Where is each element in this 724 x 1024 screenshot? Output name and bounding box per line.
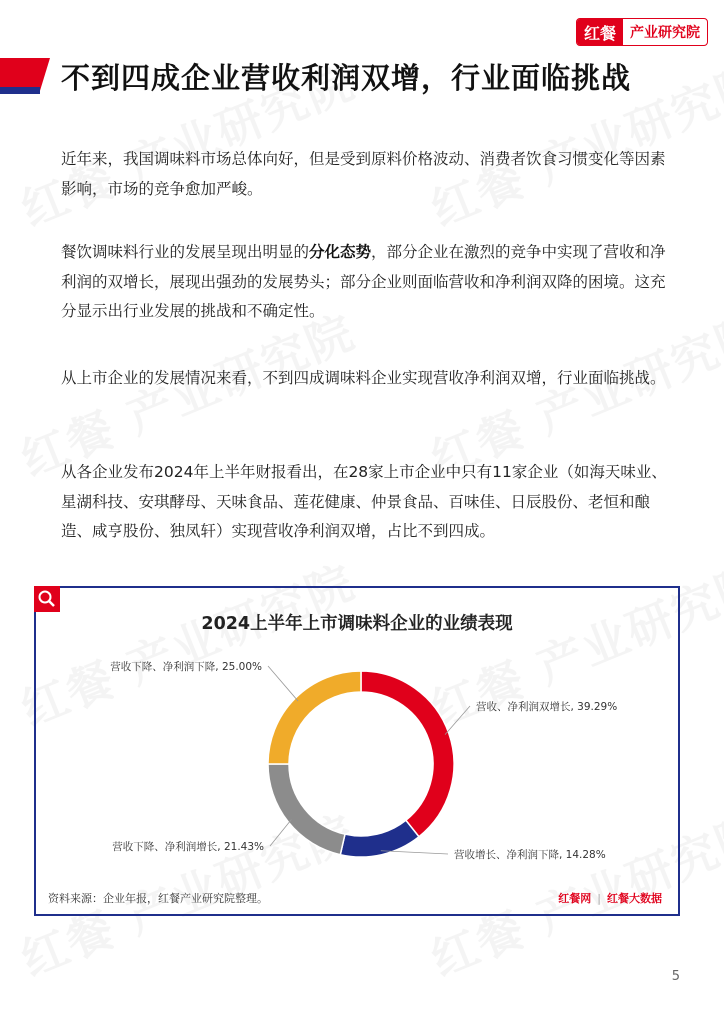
leader-line	[268, 666, 298, 701]
leader-line	[270, 819, 291, 846]
paragraph-2-text: 餐饮调味料行业的发展呈现出明显的	[61, 243, 310, 261]
logo-text: 产业研究院	[630, 25, 700, 41]
leader-line	[445, 706, 470, 735]
donut-slice	[361, 671, 454, 837]
brand-logo	[576, 18, 708, 46]
paragraph-3: 从上市企业的发展情况来看，不到四成调味料企业实现营收净利润双增，行业面临挑战。	[61, 369, 666, 387]
slice-label: 营收、净利润双增长, 39.29%	[476, 701, 618, 713]
slice-label: 营收下降、净利润下降, 25.00%	[110, 661, 262, 673]
donut-chart	[36, 588, 678, 914]
paragraph-2	[61, 238, 679, 327]
paragraph-2-text: ，部分企业在激烈的竞争中实现了营收和净利润的双增长，展现出强劲的发展势头；部分企业则面临营收和净利润双降的困境。这充分显示出行业发展的挑战和不确定性。	[61, 243, 666, 320]
slice-label: 营收增长、净利润下降, 14.28%	[454, 849, 606, 861]
donut-slice	[268, 764, 345, 855]
paragraph-2-emphasis: 分化态势	[309, 243, 372, 261]
donut-slice	[268, 671, 361, 764]
slice-label: 营收下降、净利润增长, 21.43%	[112, 841, 264, 853]
donut-slice	[340, 820, 419, 857]
brand-right: 红餐大数据	[607, 892, 662, 905]
chart-source: 资料来源：企业年报，红餐产业研究院整理。	[48, 892, 268, 905]
page-title: 不到四成企业营收利润双增，行业面临挑战	[61, 61, 632, 95]
chart-panel	[34, 586, 680, 916]
paragraph-4: 从各企业发布2024年上半年财报看出，在28家上市企业中只有11家企业（如海天味业、星湖科技、安琪酵母、天味食品、莲花健康、仲景食品、百味佳、日辰股份、老恒和酿造、咸亨股份、独凤轩）实现营收净利润双增，占比不到四成。	[61, 463, 667, 540]
chart-brand	[558, 890, 662, 906]
paragraph-1: 近年来，我国调味料市场总体向好，但是受到原料价格波动、消费者饮食习惯变化等因素影响，市场的竞争愈加严峻。	[61, 150, 666, 198]
page-number: 5	[671, 969, 680, 984]
brand-separator: |	[597, 891, 601, 905]
title-accent-blue	[0, 87, 40, 94]
chart-title: 2024上半年上市调味料企业的业绩表现	[201, 614, 513, 634]
logo-mark: 红餐	[577, 19, 623, 45]
brand-left: 红餐网	[558, 892, 592, 905]
